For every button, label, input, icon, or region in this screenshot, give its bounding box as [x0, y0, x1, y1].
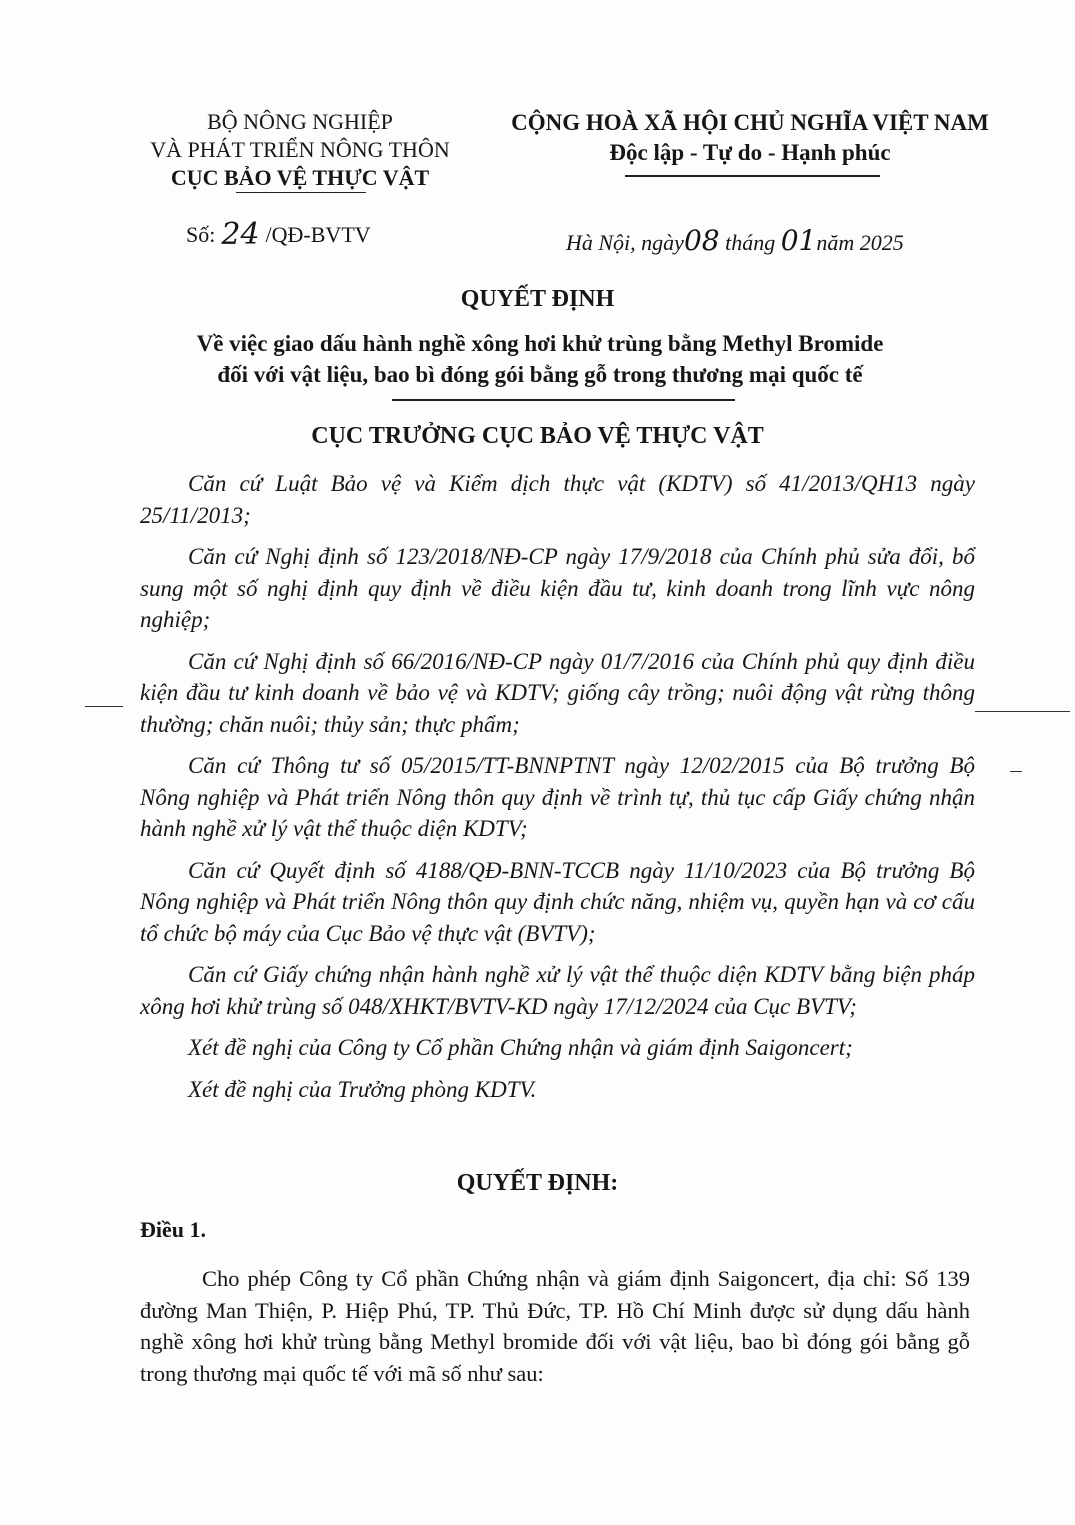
subtitle-line-2: đối với vật liệu, bao bì đóng gói bằng gỗ trong thương mại quốc tế — [217, 362, 863, 387]
number-suffix: /QĐ-BVTV — [265, 222, 371, 247]
basis-paragraph: Căn cứ Giấy chứng nhận hành nghề xử lý vật thể thuộc diện KDTV bằng biện pháp xông hơi khử trùng số 048/XHKT/BVTV-KD ngày 17/12/2024 của Cục BVTV; — [140, 962, 975, 1019]
date-year: năm 2025 — [816, 230, 904, 255]
decision-heading: QUYẾT ĐỊNH: — [456, 1170, 619, 1196]
basis-paragraph: Xét đề nghị của Trưởng phòng KDTV. — [188, 1076, 537, 1102]
article-1-text: Cho phép Công ty Cổ phần Chứng nhận và giám định Saigoncert, địa chỉ: Số 139 đường Man Thiện, P. Hiệp Phú, TP. Thủ Đức, TP. Hồ Chí Minh được sử dụng dấu hành nghề xông hơi khử trùng bằng Methyl bromide đối với vật liệu, bao bì đóng gói bằng gỗ trong thương mại quốc tế với mã số như sau: — [140, 1266, 970, 1386]
document-title: QUYẾT ĐỊNH — [460, 286, 615, 312]
authority-heading: CỤC TRƯỞNG CỤC BẢO VỆ THỰC VẬT — [311, 423, 764, 449]
department-name: CỤC BẢO VỆ THỰC VẬT — [170, 165, 430, 190]
ministry-line-2: VÀ PHÁT TRIỂN NÔNG THÔN — [150, 137, 450, 162]
issuing-agency — [120, 108, 480, 192]
document-date — [566, 224, 904, 257]
legal-basis — [140, 468, 975, 1115]
ministry-line-1: BỘ NÔNG NGHIỆP — [207, 109, 393, 134]
country-name: CỘNG HOÀ XÃ HỘI CHỦ NGHĨA VIỆT NAM — [511, 110, 989, 135]
basis-paragraph: Căn cứ Thông tư số 05/2015/TT-BNNPTNT ngày 12/02/2015 của Bộ trưởng Bộ Nông nghiệp và Phát triển Nông thôn quy định về trình tự, thủ tục cấp Giấy chứng nhận hành nghề xử lý vật thể thuộc diện KDTV; — [140, 753, 975, 841]
handwritten-day: 08 — [683, 224, 720, 257]
scan-artifact — [85, 706, 123, 707]
article-1-heading: Điều 1. — [140, 1217, 206, 1242]
document-subtitle — [60, 328, 1020, 390]
department-underline — [236, 192, 366, 193]
number-prefix: Số: — [186, 222, 216, 247]
motto: Độc lập - Tự do - Hạnh phúc — [609, 140, 891, 165]
basis-paragraph: Căn cứ Luật Bảo vệ và Kiểm dịch thực vật (KDTV) số 41/2013/QH13 ngày 25/11/2013; — [140, 471, 975, 528]
scan-artifact — [1010, 771, 1022, 772]
subtitle-underline — [392, 399, 735, 401]
handwritten-number: 24 — [221, 217, 260, 252]
date-month-word: tháng — [725, 230, 776, 255]
basis-paragraph: Căn cứ Quyết định số 4188/QĐ-BNN-TCCB ngày 11/10/2023 của Bộ trưởng Bộ Nông nghiệp và Phát triển Nông thôn quy định chức năng, nhiệm vụ, quyền hạn và cơ cấu tổ chức bộ máy của Cục Bảo vệ thực vật (BVTV); — [140, 857, 975, 946]
handwritten-month: 01 — [780, 224, 817, 257]
document-number — [186, 215, 371, 250]
scan-artifact — [975, 711, 1070, 712]
basis-paragraph: Xét đề nghị của Công ty Cổ phần Chứng nhận và giám định Saigoncert; — [188, 1035, 853, 1060]
date-place: Hà Nội, ngày — [566, 230, 684, 255]
basis-paragraph: Căn cứ Nghị định số 123/2018/NĐ-CP ngày 17/9/2018 của Chính phủ sửa đổi, bổ sung một số nghị định quy định về điều kiện đầu tư, kinh doanh trong lĩnh vực nông nghiệp; — [140, 544, 975, 632]
motto-underline — [625, 175, 880, 177]
national-header — [490, 108, 1010, 168]
subtitle-line-1: Về việc giao dấu hành nghề xông hơi khử trùng bằng Methyl Bromide — [196, 331, 884, 356]
basis-paragraph: Căn cứ Nghị định số 66/2016/NĐ-CP ngày 01/7/2016 của Chính phủ quy định điều kiện đầu tư kinh doanh về bảo vệ và KDTV; giống cây trồng; nuôi động vật rừng thông thường; chăn nuôi; thủy sản; thực phẩm; — [140, 648, 975, 737]
